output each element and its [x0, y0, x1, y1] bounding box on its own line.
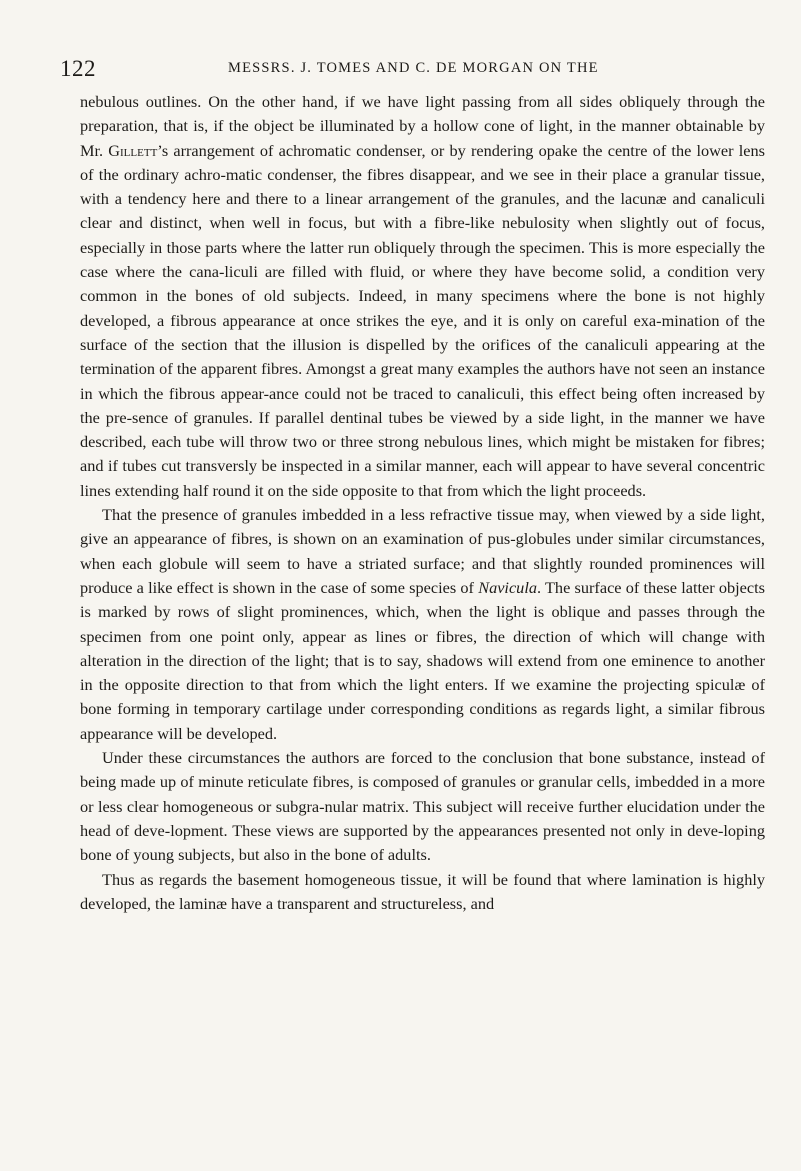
paragraph-3-text: Under these circumstances the authors are forced to the conclusion that bone substance, instead of being made up of minute reticulate fibres, is composed of granules or granular cells, imbedded in a more or less clear homogeneous or subgra-nular matrix. This subject will receive further elucidation under the head of deve-lopment. These views are supported by the appearances presented not only in deve-loping bone of young subjects, but also in the bone of adults.: [80, 748, 765, 865]
page-number: 122: [60, 56, 96, 81]
paragraph-4-text: Thus as regards the basement homogeneous tissue, it will be found that where lamination is highly developed, the laminæ have a transparent and structureless, and: [80, 869, 765, 913]
body-text: [80, 90, 765, 916]
paragraph-2-text-a: That the presence of granules imbedded in a less refractive tissue may, when viewed by a side light, give an appearance of fibres, is shown on an examination of pus-globules under similar circumstances, when each globule will seem to have a striated surface; and that slightly rounded prominences will produce a like effect is shown in the case of some species of: [80, 505, 765, 597]
paragraph-4: [80, 868, 765, 917]
paragraph-1: [80, 90, 765, 503]
page: [60, 56, 765, 916]
species-name-navicula: Navicula: [478, 577, 537, 597]
paragraph-2: [80, 503, 765, 746]
paragraph-1-text-b: ’s arrangement of achromatic condenser, or by rendering opake the centre of the lower lens of the ordinary achro-matic condenser, the fibres disappear, and we see in their place a granular tissue, with a tendency here and there to a linear arrangement of the granules, and the lacunæ and canaliculi clear and distinct, when well in focus, but with a fibre-like nebulosity when slightly out of focus, especially in those parts where the latter run obliquely through the specimen. This is more especially the case where the cana-liculi are filled with fluid, or where they have become solid, a condition very common in the bones of old subjects. Indeed, in many specimens where the bone is not highly developed, a fibrous appearance at once strikes the eye, and it is only on careful exa-mination of the surface of the section that the illusion is dispelled by the orifices of the canaliculi appearing at the termination of the apparent fibres. Amongst a great many examples the authors have not seen an instance in which the fibrous appear-ance could not be traced to canaliculi, this effect being often increased by the pre-sence of granules. If parallel dentinal tubes be viewed by a side light, in the manner we have described, each tube will throw two or three strong nebulous lines, which might be mistaken for fibres; and if tubes cut transversly be inspected in a similar manner, each will appear to have several concentric lines extending half round it on the side opposite to that from which the light proceeds.: [80, 140, 765, 500]
paragraph-2-text-b: . The surface of these latter objects is marked by rows of slight prominences, which, when the light is oblique and passes through the specimen from one point only, appear as lines or fibres, the direction of which will change with alteration in the direction of the light; that is to say, shadows will extend from one eminence to another in the opposite direction to that from which the light enters. If we examine the projecting spiculæ of bone forming in temporary cartilage under corresponding conditions as regards light, a similar fibrous appearance will be developed.: [80, 577, 765, 743]
running-header: [60, 56, 765, 86]
author-name-gillett: Gillett: [108, 140, 158, 160]
paragraph-1-text-a: nebulous outlines. On the other hand, if we have light passing from all sides obliquely through the preparation, that is, if the object be illuminated by a hollow cone of light, in the manner obtainable by Mr.: [80, 92, 765, 160]
paragraph-3: [80, 746, 765, 867]
running-title: MESSRS. J. TOMES AND C. DE MORGAN ON THE: [228, 60, 599, 76]
